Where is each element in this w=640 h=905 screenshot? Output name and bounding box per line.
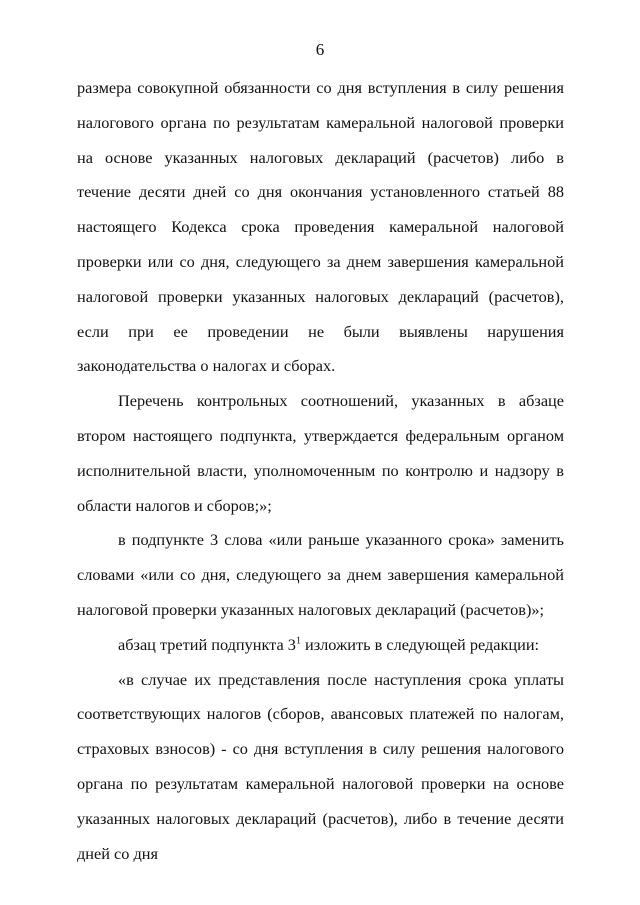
- paragraph-text-after: изложить в следующей редакции:: [300, 634, 540, 654]
- paragraph-subpoint-3-amendment: в подпункте 3 слова «или раньше указанного срока» заменить словами «или со дня, следующего за днем завершения камеральной налоговой проверки указанных налоговых деклараций (расчетов)»;: [77, 530, 564, 619]
- page-number: 6: [315, 40, 325, 59]
- paragraph-continuation: размера совокупной обязанности со дня вступления в силу решения налогового органа по результатам камеральной налоговой проверки на основе указанных налоговых деклараций (расчетов) либо в течение десяти дней со дня окончания установленного статьей 88 настоящего Кодекса срока проведения камеральной налоговой проверки или со дня, следующего за днем завершения камеральной налоговой проверки указанных налоговых деклараций (расчетов), если при ее проведении не были выявлены нарушения законодательства о налогах и сборах.: [77, 78, 564, 376]
- superscript-index: 1: [295, 635, 301, 647]
- paragraph-subpoint-3-1-amendment: [77, 628, 564, 663]
- document-body: [77, 71, 564, 871]
- paragraph-control-ratios: Перечень контрольных соотношений, указанных в абзаце втором настоящего подпункта, утверждается федеральным органом исполнительной власти, уполномоченным по контролю и надзору в области налогов и сборов;»;: [77, 391, 564, 515]
- paragraph-text-before: абзац третий подпункта 3: [118, 634, 296, 654]
- paragraph-new-wording: «в случае их представления после наступления срока уплаты соответствующих налогов (сборов, авансовых платежей по налогам, страховых взносов) - со дня вступления в силу решения налогового органа по результатам камеральной налоговой проверки на основе указанных налоговых деклараций (расчетов), либо в течение десяти дней со дня: [77, 669, 564, 863]
